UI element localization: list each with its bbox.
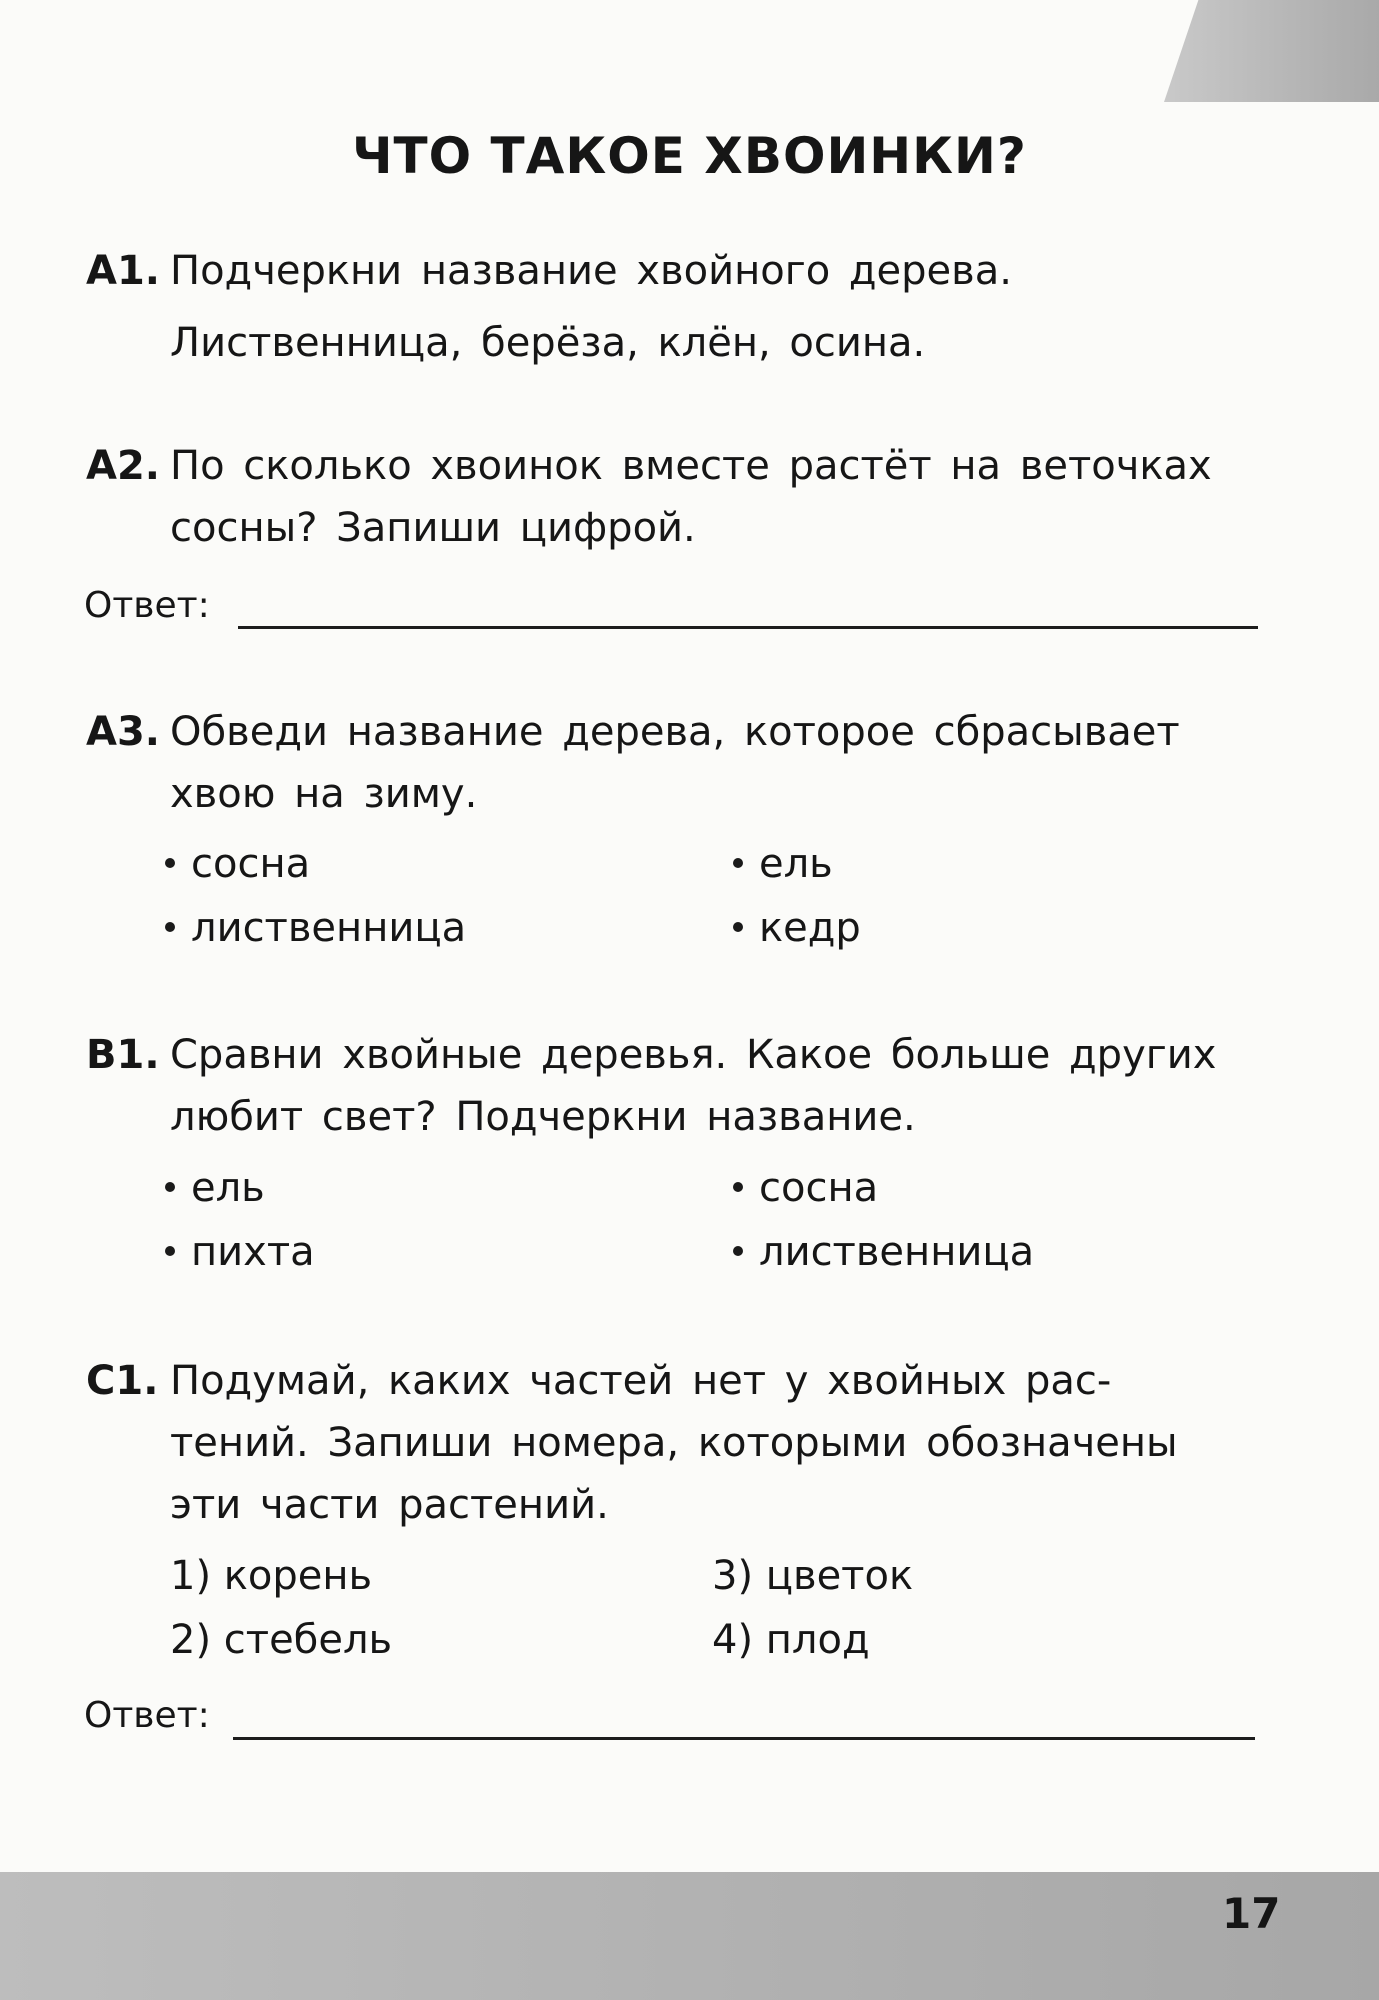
option-item: 3) цветок: [712, 1553, 914, 1599]
option-item[interactable]: пихта: [165, 1229, 315, 1275]
task-code: В1.: [86, 1032, 160, 1078]
question-line: Подумай, каких частей нет у хвойных рас-: [170, 1358, 1112, 1404]
tree-list-line[interactable]: Лиственница, берёза, клён, осина.: [170, 320, 926, 366]
option-item[interactable]: ель: [733, 841, 833, 887]
option-item[interactable]: кедр: [733, 905, 861, 951]
bullet-icon: [733, 858, 743, 868]
question-line: тений. Запиши номера, которыми обозначены: [170, 1420, 1178, 1466]
task-question: [170, 1350, 1270, 1536]
task-code: С1.: [86, 1358, 159, 1404]
question-line: Сравни хвойные деревья. Какое больше других: [170, 1032, 1217, 1078]
task-code: А3.: [86, 709, 160, 755]
bullet-icon: [733, 1246, 743, 1256]
option-item[interactable]: лиственница: [165, 905, 466, 951]
bullet-icon: [733, 1182, 743, 1192]
answer-line-c1[interactable]: [233, 1737, 1255, 1740]
question-line: сосны? Запиши цифрой.: [170, 505, 696, 551]
bullet-icon: [165, 858, 175, 868]
task-code: А1.: [86, 248, 160, 294]
bullet-icon: [165, 1246, 175, 1256]
question-line: Подчеркни название хвойного дерева.: [170, 248, 1012, 294]
page-title: ЧТО ТАКОЕ ХВОИНКИ?: [352, 127, 1027, 185]
option-item[interactable]: сосна: [733, 1165, 878, 1211]
question-line: По сколько хвоинок вместе растёт на веточках: [170, 443, 1212, 489]
top-corner-decoration: [1164, 0, 1379, 102]
option-item[interactable]: лиственница: [733, 1229, 1034, 1275]
question-line: Обведи название дерева, которое сбрасывает: [170, 709, 1180, 755]
question-line: эти части растений.: [170, 1482, 609, 1528]
answer-label: Ответ:: [84, 585, 210, 626]
task-code: А2.: [86, 443, 160, 489]
option-item: 4) плод: [712, 1617, 870, 1663]
option-item: 2) стебель: [170, 1617, 393, 1663]
bottom-band-decoration: [0, 1872, 1379, 2000]
option-item[interactable]: сосна: [165, 841, 310, 887]
option-item[interactable]: ель: [165, 1165, 265, 1211]
bullet-icon: [165, 922, 175, 932]
task-question: [170, 240, 1270, 374]
answer-line-a2[interactable]: [238, 626, 1258, 629]
bullet-icon: [733, 922, 743, 932]
task-question: [170, 435, 1270, 559]
option-item: 1) корень: [170, 1553, 373, 1599]
bullet-icon: [165, 1182, 175, 1192]
task-question: [170, 1024, 1270, 1148]
task-question: [170, 701, 1270, 825]
page-number: 17: [1222, 1889, 1281, 1938]
question-line: хвою на зиму.: [170, 771, 478, 817]
answer-label: Ответ:: [84, 1695, 210, 1736]
question-line: любит свет? Подчеркни название.: [170, 1094, 916, 1140]
